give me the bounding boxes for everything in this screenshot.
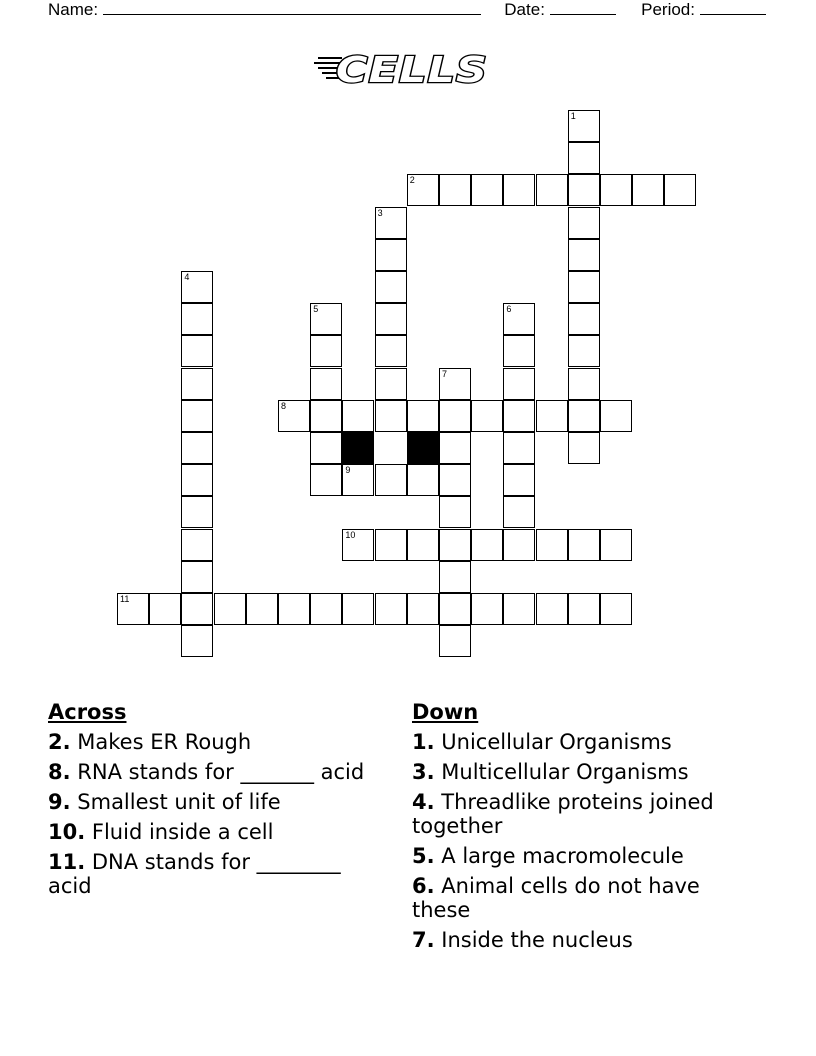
grid-cell[interactable] [471, 400, 503, 432]
grid-cell[interactable] [568, 239, 600, 271]
grid-cell[interactable] [439, 174, 471, 206]
grid-cell[interactable] [375, 464, 407, 496]
grid-cell[interactable] [181, 625, 213, 657]
grid-cell[interactable] [503, 400, 535, 432]
grid-cell[interactable] [310, 368, 342, 400]
clue-down-6: 6. Animal cells do not have these [412, 874, 700, 922]
grid-cell[interactable] [342, 529, 374, 561]
grid-cell[interactable] [181, 432, 213, 464]
grid-cell[interactable] [536, 593, 568, 625]
grid-cell[interactable] [536, 174, 568, 206]
grid-cell[interactable] [439, 496, 471, 528]
cell-number: 6 [506, 304, 512, 315]
grid-cell[interactable] [600, 174, 632, 206]
clue-across-8: 8. RNA stands for _______ acid [48, 760, 365, 784]
grid-cell[interactable] [375, 593, 407, 625]
grid-cell[interactable] [117, 593, 149, 625]
grid-cell[interactable] [503, 368, 535, 400]
grid-cell[interactable] [568, 174, 600, 206]
grid-cell[interactable] [568, 432, 600, 464]
grid-cell[interactable] [407, 174, 439, 206]
grid-cell[interactable] [503, 335, 535, 367]
grid-cell[interactable] [310, 593, 342, 625]
name-field[interactable] [103, 0, 481, 15]
period-field[interactable] [700, 0, 766, 15]
cell-number: 5 [313, 304, 319, 315]
down-heading: Down [412, 700, 479, 724]
grid-cell[interactable] [310, 335, 342, 367]
black-cell [342, 432, 374, 464]
grid-cell[interactable] [181, 464, 213, 496]
grid-cell[interactable] [568, 207, 600, 239]
grid-cell[interactable] [536, 529, 568, 561]
grid-cell[interactable] [375, 207, 407, 239]
clue-down-4: 4. Threadlike proteins joined together [412, 790, 714, 838]
grid-cell[interactable] [439, 432, 471, 464]
grid-cell[interactable] [407, 464, 439, 496]
grid-cell[interactable] [181, 335, 213, 367]
name-label: Name: [48, 0, 99, 19]
cell-number: 10 [345, 529, 356, 540]
grid-cell[interactable] [310, 432, 342, 464]
grid-cell[interactable] [214, 593, 246, 625]
grid-cell[interactable] [407, 529, 439, 561]
grid-cell[interactable] [503, 303, 535, 335]
date-field[interactable] [550, 0, 616, 15]
grid-cell[interactable] [439, 368, 471, 400]
cell-number: 3 [377, 207, 383, 218]
grid-cell[interactable] [375, 303, 407, 335]
grid-cell[interactable] [536, 400, 568, 432]
page-title [300, 42, 516, 92]
grid-cell[interactable] [181, 271, 213, 303]
grid-cell[interactable] [503, 464, 535, 496]
grid-cell[interactable] [342, 593, 374, 625]
clue-across-10: 10. Fluid inside a cell [48, 820, 274, 844]
grid-cell[interactable] [181, 400, 213, 432]
grid-cell[interactable] [375, 400, 407, 432]
cell-number: 8 [281, 400, 287, 411]
grid-cell[interactable] [439, 529, 471, 561]
worksheet-header [48, 0, 766, 20]
grid-cell[interactable] [471, 593, 503, 625]
date-label: Date: [504, 0, 545, 19]
grid-cell[interactable] [439, 625, 471, 657]
grid-cell[interactable] [568, 142, 600, 174]
grid-cell[interactable] [568, 368, 600, 400]
grid-cell[interactable] [568, 303, 600, 335]
clue-down-3: 3. Multicellular Organisms [412, 760, 689, 784]
grid-cell[interactable] [375, 271, 407, 303]
grid-cell[interactable] [278, 593, 310, 625]
grid-cell[interactable] [568, 529, 600, 561]
across-heading: Across [48, 700, 127, 724]
grid-cell[interactable] [471, 529, 503, 561]
grid-cell[interactable] [246, 593, 278, 625]
cell-number: 7 [442, 368, 448, 379]
grid-cell[interactable] [664, 174, 696, 206]
grid-cell[interactable] [181, 561, 213, 593]
grid-cell[interactable] [342, 400, 374, 432]
grid-cell[interactable] [568, 271, 600, 303]
grid-cell[interactable] [310, 464, 342, 496]
cell-number: 4 [184, 272, 190, 282]
grid-cell[interactable] [503, 174, 535, 206]
title-text: CELLS [336, 50, 488, 91]
clue-down-7: 7. Inside the nucleus [412, 928, 633, 952]
cell-number: 2 [409, 175, 415, 186]
cell-number: 9 [345, 465, 351, 476]
grid-cell[interactable] [568, 110, 600, 142]
grid-cell[interactable] [503, 496, 535, 528]
grid-cell[interactable] [600, 529, 632, 561]
grid-cell[interactable] [375, 368, 407, 400]
grid-cell[interactable] [632, 174, 664, 206]
clue-down-1: 1. Unicellular Organisms [412, 730, 672, 754]
grid-cell[interactable] [181, 593, 213, 625]
clue-across-11: 11. DNA stands for ________ acid [48, 850, 341, 898]
grid-cell[interactable] [310, 400, 342, 432]
clue-across-2: 2. Makes ER Rough [48, 730, 252, 754]
grid-cell[interactable] [568, 400, 600, 432]
grid-cell[interactable] [503, 432, 535, 464]
down-clues [412, 700, 752, 958]
clue-down-5: 5. A large macromolecule [412, 844, 684, 868]
grid-cell[interactable] [503, 593, 535, 625]
grid-cell[interactable] [471, 174, 503, 206]
grid-cell[interactable] [439, 561, 471, 593]
grid-cell[interactable] [568, 593, 600, 625]
grid-cell[interactable] [600, 400, 632, 432]
grid-cell[interactable] [600, 593, 632, 625]
grid-cell[interactable] [439, 593, 471, 625]
grid-cell[interactable] [181, 529, 213, 561]
grid-cell[interactable] [149, 593, 181, 625]
grid-cell[interactable] [181, 368, 213, 400]
grid-cell[interactable] [375, 529, 407, 561]
cell-number: 11 [120, 594, 130, 604]
clue-across-9: 9. Smallest unit of life [48, 790, 281, 814]
grid-cell[interactable] [568, 335, 600, 367]
period-label: Period: [641, 0, 695, 19]
across-clues [48, 700, 368, 904]
black-cell [407, 432, 439, 464]
grid-cell[interactable] [439, 400, 471, 432]
grid-cell[interactable] [375, 335, 407, 367]
grid-cell[interactable] [310, 303, 342, 335]
grid-cell[interactable] [375, 239, 407, 271]
grid-cell[interactable] [278, 400, 310, 432]
grid-cell[interactable] [439, 464, 471, 496]
grid-cell[interactable] [407, 593, 439, 625]
grid-cell[interactable] [181, 496, 213, 528]
grid-cell[interactable] [342, 464, 374, 496]
grid-cell[interactable] [407, 400, 439, 432]
grid-cell[interactable] [181, 303, 213, 335]
cell-number: 1 [570, 111, 576, 121]
grid-cell[interactable] [503, 529, 535, 561]
